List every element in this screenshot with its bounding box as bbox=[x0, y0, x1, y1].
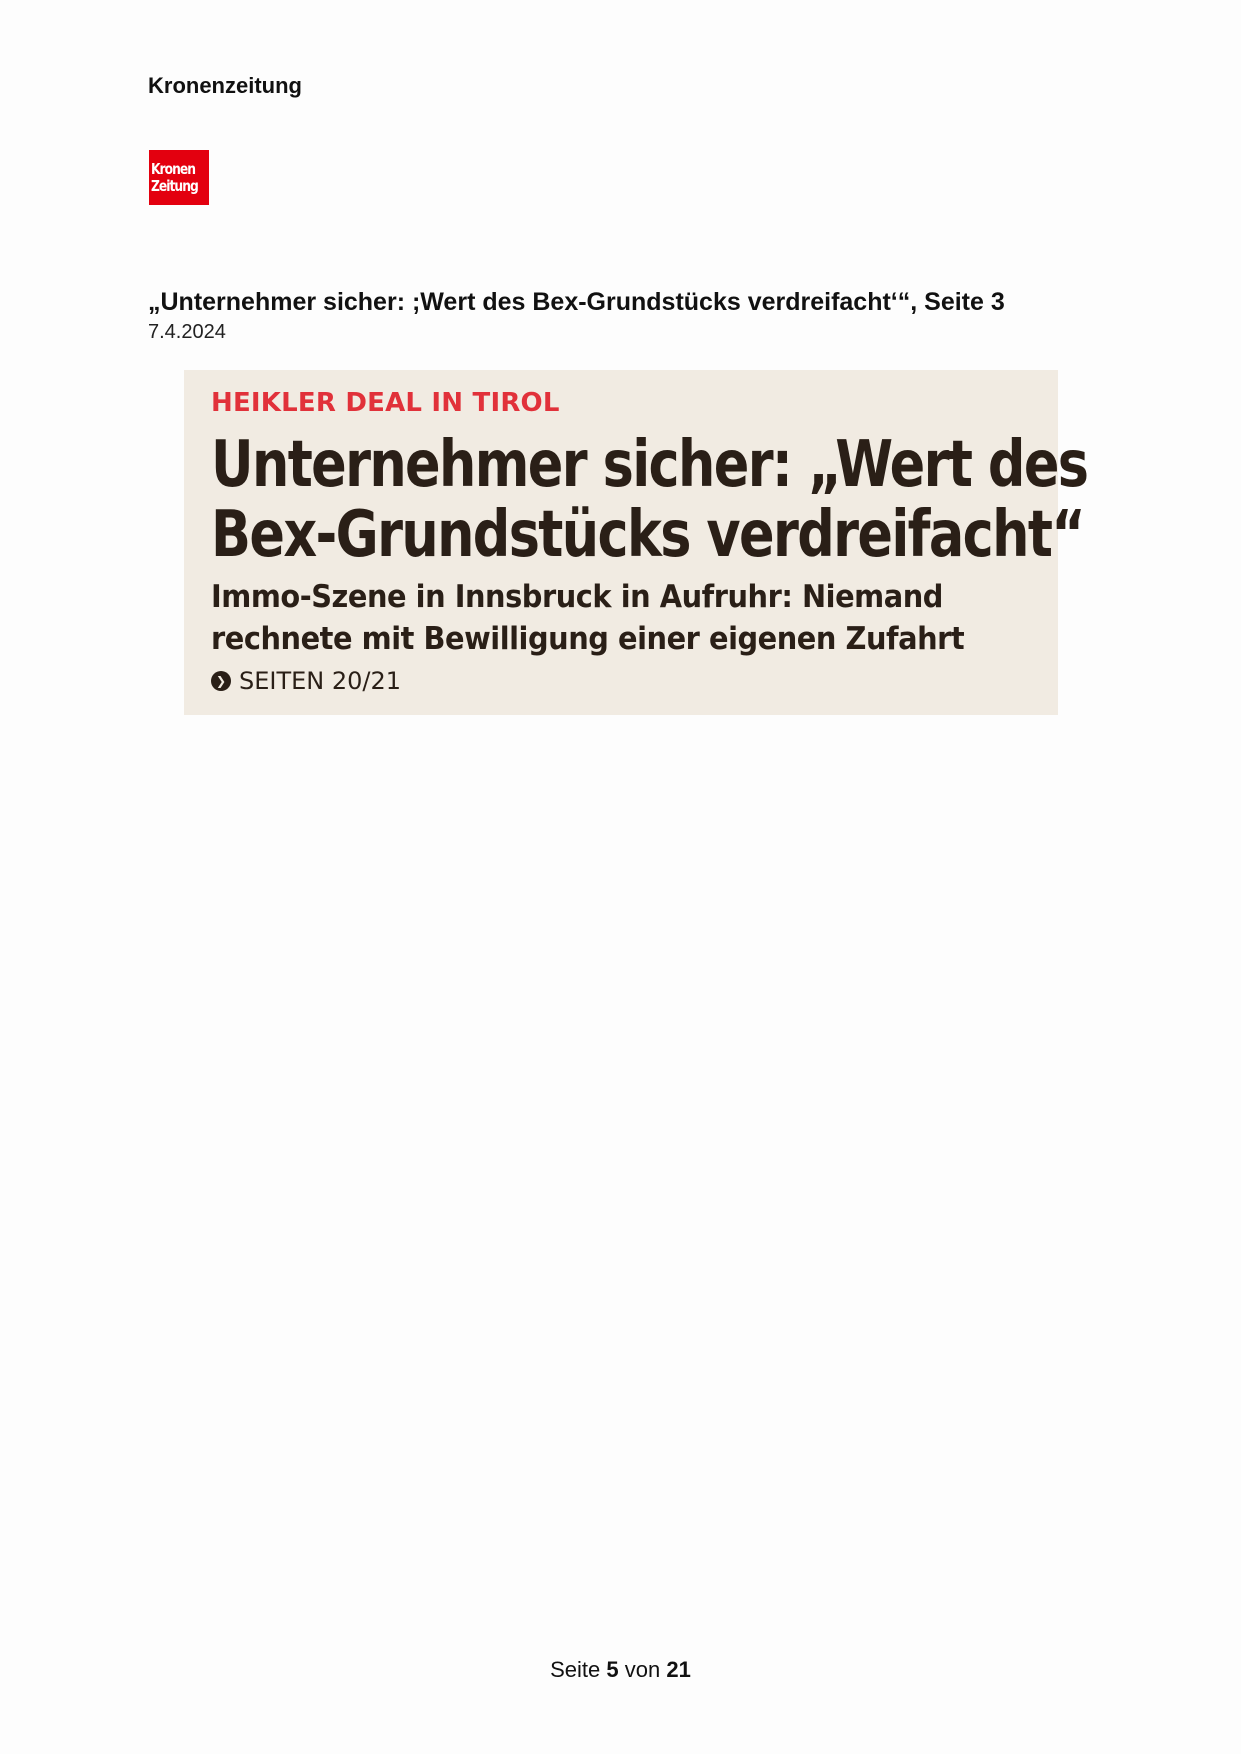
page-footer bbox=[0, 1657, 1241, 1683]
kronen-zeitung-logo bbox=[149, 150, 209, 205]
footer-current-page: 5 bbox=[606, 1657, 619, 1682]
article-date: 7.4.2024 bbox=[148, 321, 226, 343]
newspaper-clipping bbox=[184, 370, 1088, 715]
clipping-subline bbox=[211, 576, 999, 660]
clipping-kicker: HEIKLER DEAL IN TIROL bbox=[211, 388, 560, 418]
footer-prefix: Seite bbox=[550, 1657, 601, 1682]
article-title: „Unternehmer sicher: ;Wert des Bex-Grundstücks verdreifacht‘“, Seite 3 bbox=[148, 288, 1005, 316]
subline-line-2: rechnete mit Bewilligung einer eigenen Zufahrt bbox=[211, 621, 965, 657]
logo-line-2: Zeitung bbox=[151, 176, 198, 195]
circle-chevron-right-icon: ❯ bbox=[211, 671, 231, 691]
footer-separator: von bbox=[624, 1657, 661, 1682]
clipping-headline bbox=[211, 428, 1088, 572]
headline-line-1: Unternehmer sicher: „Wert des bbox=[211, 428, 1088, 502]
headline-line-2: Bex-Grundstücks verdreifacht“ bbox=[211, 498, 1085, 572]
subline-line-1: Immo-Szene in Innsbruck in Aufruhr: Niemand bbox=[211, 579, 943, 615]
page-reference-label: SEITEN 20/21 bbox=[239, 667, 402, 695]
footer-total-pages: 21 bbox=[666, 1657, 691, 1682]
logo-line-1: Kronen bbox=[151, 159, 196, 178]
publication-name: Kronenzeitung bbox=[148, 73, 302, 98]
page-reference bbox=[211, 666, 1058, 696]
